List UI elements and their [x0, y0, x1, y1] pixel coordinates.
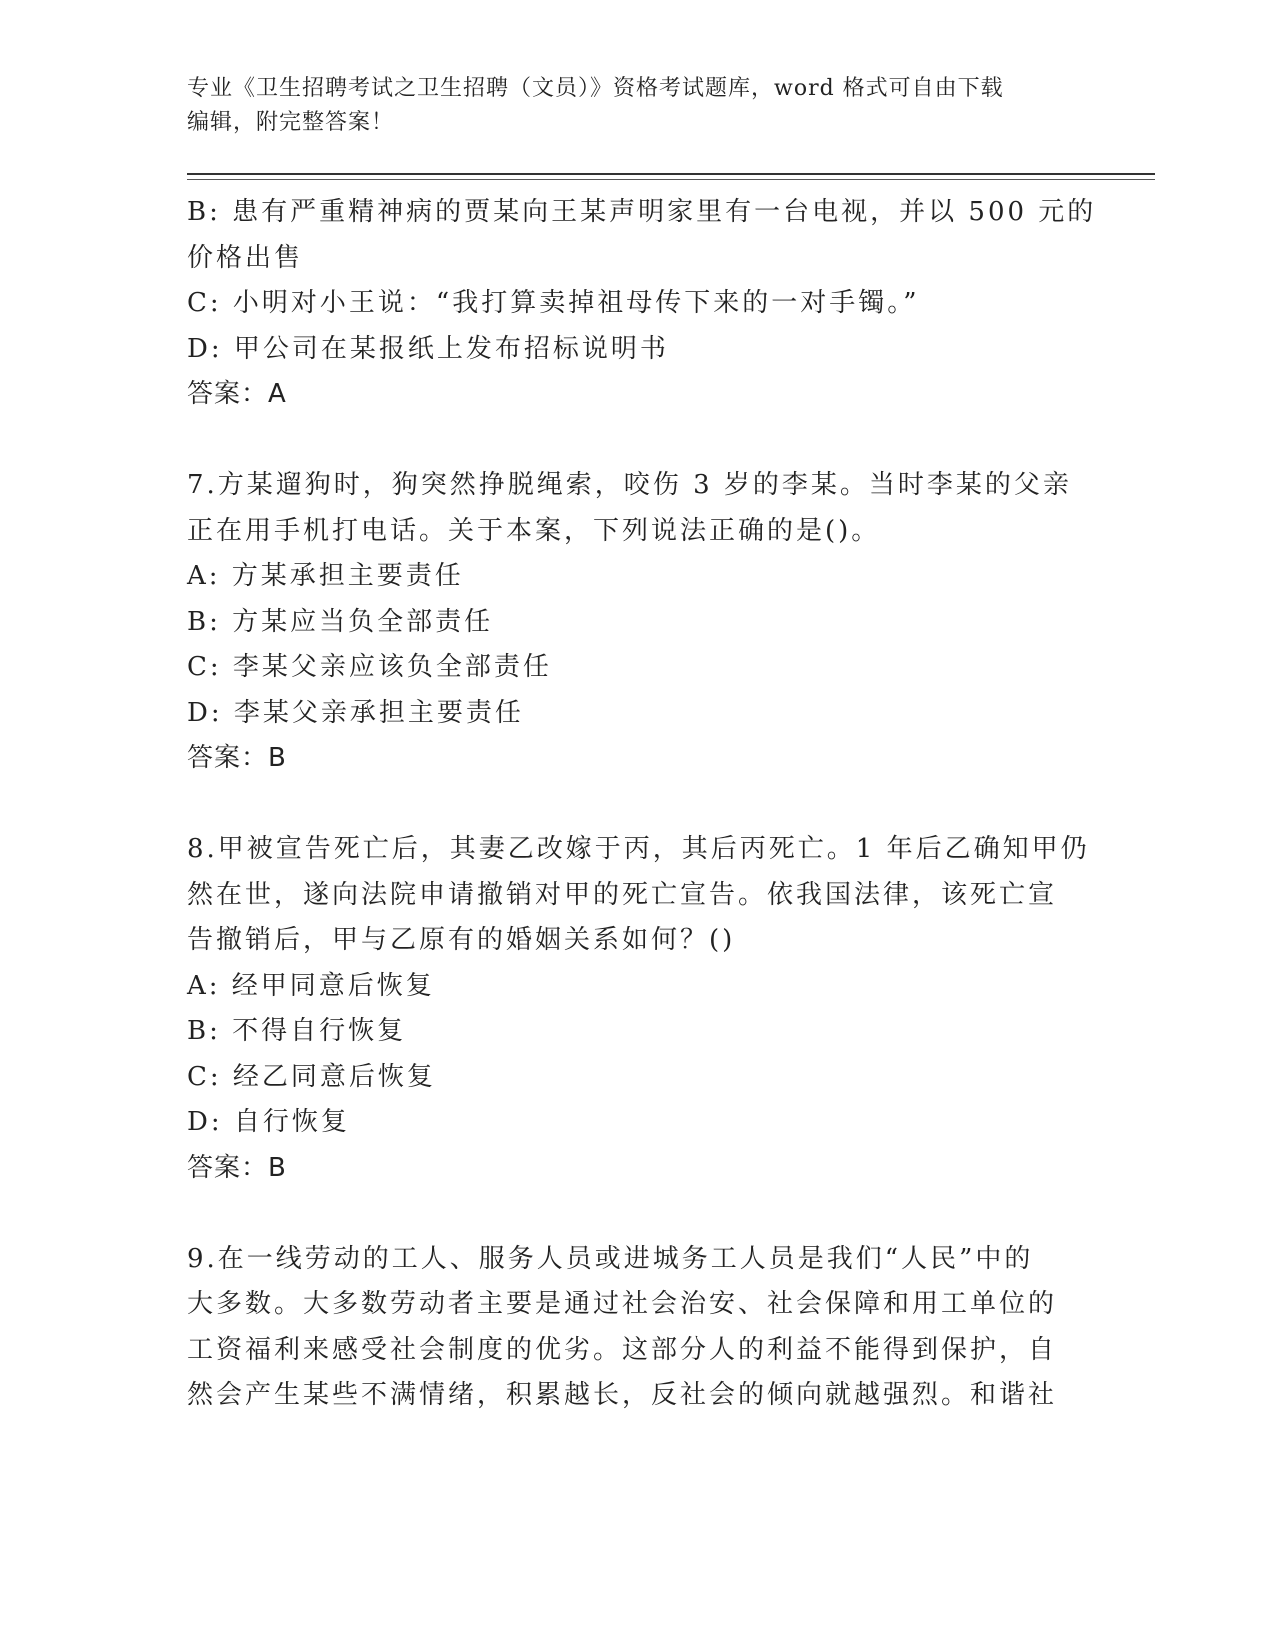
spacer — [187, 1191, 1087, 1237]
spacer — [187, 782, 1087, 828]
option-d: D: 李某父亲承担主要责任 — [187, 697, 524, 728]
spacer — [187, 418, 1087, 464]
question-stem-line-3: 告撤销后，甲与乙原有的婚姻关系如何？() — [187, 925, 736, 955]
question-stem-line-1: 8.甲被宣告死亡后，其妻乙改嫁于丙，其后丙死亡。1 年后乙确知甲仍 — [187, 834, 1090, 864]
question-7 — [187, 463, 1087, 782]
header-divider-thick — [187, 173, 1155, 175]
question-stem-line-2: 大多数。大多数劳动者主要是通过社会治安、社会保障和用工单位的 — [187, 1289, 1058, 1319]
question-9 — [187, 1237, 1087, 1419]
question-stem-line-1: 7.方某遛狗时，狗突然挣脱绳索，咬伤 3 岁的李某。当时李某的父亲 — [187, 470, 1072, 500]
question-6-tail — [187, 190, 1097, 418]
option-c: C: 经乙同意后恢复 — [187, 1061, 436, 1092]
header-divider-thin — [187, 179, 1155, 180]
question-stem-line-4: 然会产生某些不满情绪，积累越长，反社会的倾向就越强烈。和谐社 — [187, 1380, 1058, 1410]
option-b-line-1: B: 患有严重精神病的贾某向王某声明家里有一台电视，并以 500 元的 — [187, 197, 1097, 227]
document-body — [187, 190, 1097, 1419]
option-c: C: 李某父亲应该负全部责任 — [187, 652, 552, 682]
header-line-1: 专业《卫生招聘考试之卫生招聘（文员）》资格考试题库，word 格式可自由下载 — [187, 76, 1004, 101]
answer-label: 答案：B — [187, 743, 287, 773]
question-stem-line-2: 正在用手机打电话。关于本案，下列说法正确的是()。 — [187, 515, 881, 546]
option-a: A: 方某承担主要责任 — [187, 561, 464, 591]
option-d: D: 自行恢复 — [187, 1107, 350, 1137]
option-b: B: 不得自行恢复 — [187, 1016, 407, 1046]
question-stem-line-3: 工资福利来感受社会制度的优劣。这部分人的利益不能得到保护，自 — [187, 1334, 1058, 1365]
answer-label: 答案：B — [187, 1152, 287, 1183]
page-header — [187, 72, 1067, 140]
question-8 — [187, 827, 1090, 1191]
option-d: D: 甲公司在某报纸上发布招标说明书 — [187, 333, 669, 364]
answer-label: 答案：A — [187, 379, 287, 409]
option-c: C: 小明对小王说：“我打算卖掉祖母传下来的一对手镯。” — [187, 288, 920, 318]
option-a: A: 经甲同意后恢复 — [187, 970, 435, 1001]
question-stem-line-1: 9.在一线劳动的工人、服务人员或进城务工人员是我们“人民”中的 — [187, 1243, 1034, 1274]
option-b-line-2: 价格出售 — [187, 242, 304, 273]
option-b: B: 方某应当负全部责任 — [187, 606, 494, 637]
question-stem-line-2: 然在世，遂向法院申请撤销对甲的死亡宣告。依我国法律，该死亡宣 — [187, 879, 1058, 910]
header-line-2: 编辑，附完整答案！ — [187, 110, 395, 135]
